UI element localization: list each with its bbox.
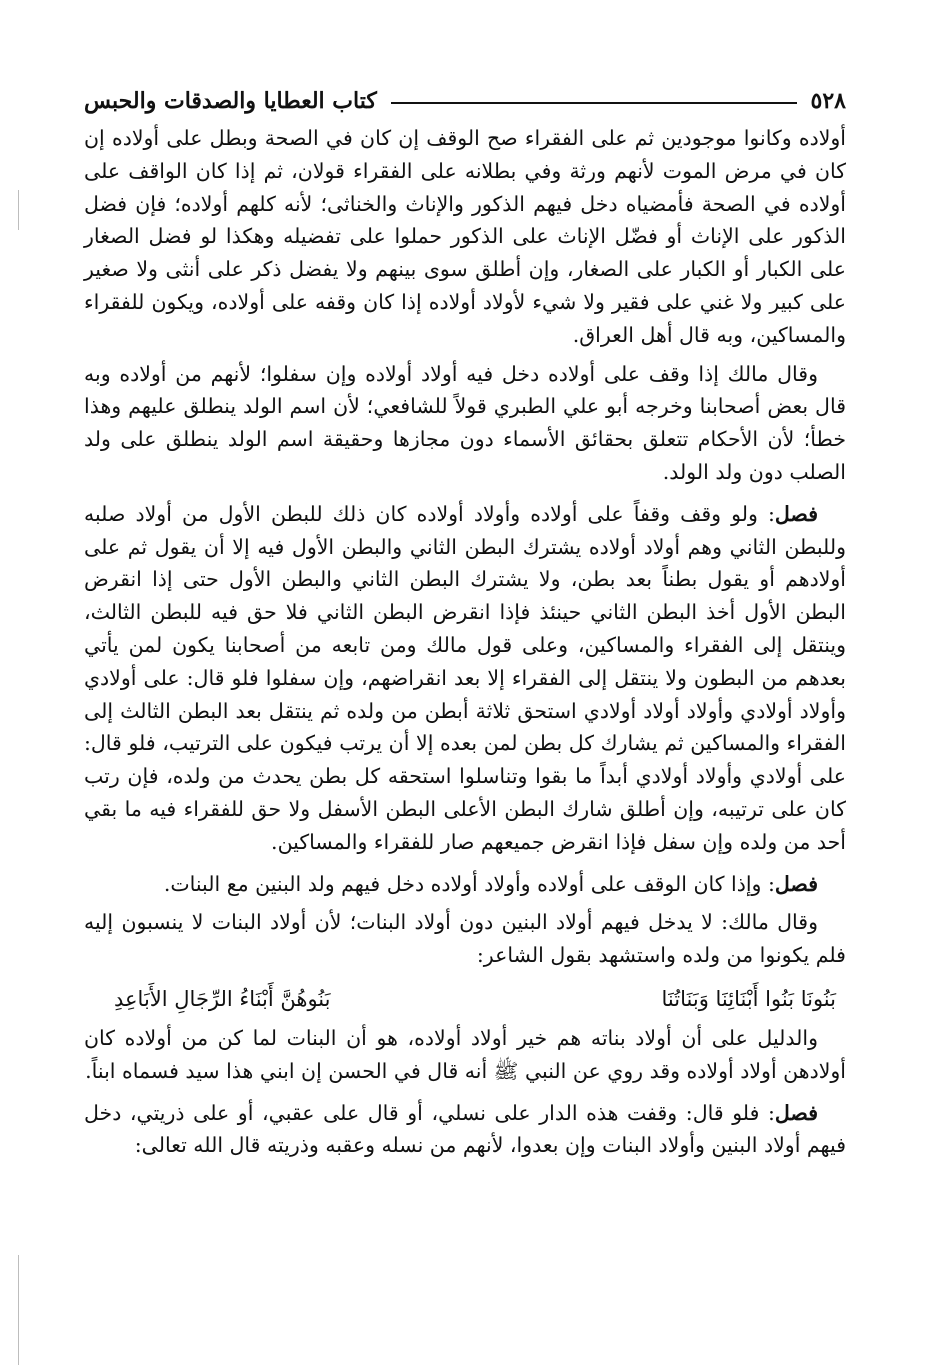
poetry-verse — [84, 978, 846, 1020]
paragraph-text: وقال مالك: لا يدخل فيهم أولاد البنين دون أولاد البنات؛ لأن أولاد البنات لا ينسبون إليه فلم يكونوا من ولده واستشهد بقول الشاعر: — [84, 910, 846, 968]
section-fasl-2 — [84, 868, 846, 901]
paragraph-evidence — [84, 1022, 846, 1088]
paragraph-text: : ولو وقف وقفاً على أولاده وأولاد أولاده كان ذلك للبطن الأول من أولاد صلبه وللبطن الثاني وهم أولاد أولاده يشترك البطن الثاني والبطن الأول فيه إلا أن يقول ثم على أولادهم أو يقول بطناً بعد بطن، ولا يشترك البطن الثاني والبطن الأول حتى إذا انقرض البطن الأول أخذ البطن الثاني حينئذ فإذا انقرض البطن الثاني فلا حق فيه للبطن الثالث، وينتقل إلى الفقراء والمساكين، وعلى قول مالك ومن تابعه من أصحابنا يكون لمن يأتي بعدهم من البطون ولا ينتقل إلى الفقراء إلا بعد انقراضهم، وإن سفلوا فلو قال: على أولادي وأولاد أولادي وأولاد أولاد أولادي استحق ثلاثة أبطن من ولده ثم ينتقل بعد البطن الثالث إلى الفقراء والمساكين ثم يشارك كل بطن لمن بعده إلا أن يرتب فيكون على الترتيب، فلو قال: على أولادي وأولاد أولادي أبداً ما بقوا وتناسلوا استحقه كل بطن يحدث من ولده، فإن رتب كان على ترتيبه، وإن أطلق شارك البطن الأعلى البطن الأسفل ولا حق للفقراء فيه ما بقي أحد من ولده وإن سفل فإذا انقرض جميعهم صار للفقراء والمساكين. — [84, 501, 846, 854]
section-label: فصل — [774, 1100, 818, 1125]
running-header — [84, 84, 846, 118]
book-page — [84, 84, 846, 1171]
verse-first-hemistich: بَنُونَا بَنُوا أَبْنَائِنَا وَبَنَاتُنَا — [661, 986, 836, 1011]
scan-margin-line — [18, 190, 19, 230]
paragraph-text: : فلو قال: وقفت هذه الدار على نسلي، أو قال على عقبي، أو على ذريتي، دخل فيهم أولاد البنين وأولاد البنات وإن بعدوا، لأنهم من نسله وعقبه وذريته قال الله تعالى: — [84, 1100, 846, 1158]
paragraph-malik — [84, 906, 846, 972]
section-label: فصل — [774, 871, 818, 896]
section-fasl-3 — [84, 1097, 846, 1163]
section-fasl-1 — [84, 498, 846, 859]
paragraph-1 — [84, 122, 846, 352]
section-label: فصل — [774, 501, 818, 526]
paragraph-2 — [84, 358, 846, 489]
header-rule — [391, 102, 797, 104]
book-title: كتاب العطايا والصدقات والحبس — [84, 88, 377, 114]
scan-margin-line — [18, 1255, 19, 1365]
page-number: ٥٢٨ — [810, 88, 846, 114]
verse-second-hemistich: بَنُوهُنَّ أَبْنَاءُ الرِّجَالِ الأَبَاعِدِ — [114, 986, 331, 1011]
paragraph-text: والدليل على أن أولاد بناته هم خير أولاد أولاده، هو أن البنات لما كن من أولاده كان أولادهن أولاد أولاده وقد روي عن النبي ﷺ أنه قال في الحسن إن ابني هذا سيد فسماه ابناً. — [84, 1025, 846, 1083]
paragraph-text: : وإذا كان الوقف على أولاده وأولاد أولاده دخل فيهم ولد البنين مع البنات. — [163, 871, 775, 896]
paragraph-text: وقال مالك إذا وقف على أولاده دخل فيه أولاد أولاده وإن سفلوا؛ لأنهم من أولاده وبه قال بعض أصحابنا وخرجه أبو علي الطبري قولاً للشافعي؛ لأن اسم الولد ينطلق عليهم وهذا خطأ؛ لأن الأحكام تتعلق بحقائق الأسماء دون مجازها وحقيقة اسم الولد ينطلق على ولد الصلب دون ولد الولد. — [84, 361, 846, 484]
paragraph-text: أولاده وكانوا موجودين ثم على الفقراء صح الوقف إن كان في الصحة وبطل على أولاده إن كان في مرض الموت لأنهم ورثة وفي بطلانه على الفقراء قولان، ثم إذا كان الواقف على أولاده في الصحة فأمضياه دخل فيهم الذكور والإناث والخناثى؛ لأنه كلهم أولاده؛ فإن فضل الذكور على الإناث أو فضّل الإناث على الذكور حملوا على تفضيله وهكذا لو فضل الصغار على الكبار أو الكبار على الصغار، وإن أطلق سوى بينهم ولا يفضل ذكر على أنثى ولا صغير على كبير ولا غني على فقير ولا شيء لأولاد أولاده إذا كان وقفه على أولاده، ويكون للفقراء والمساكين، وبه قال أهل العراق. — [84, 126, 846, 347]
